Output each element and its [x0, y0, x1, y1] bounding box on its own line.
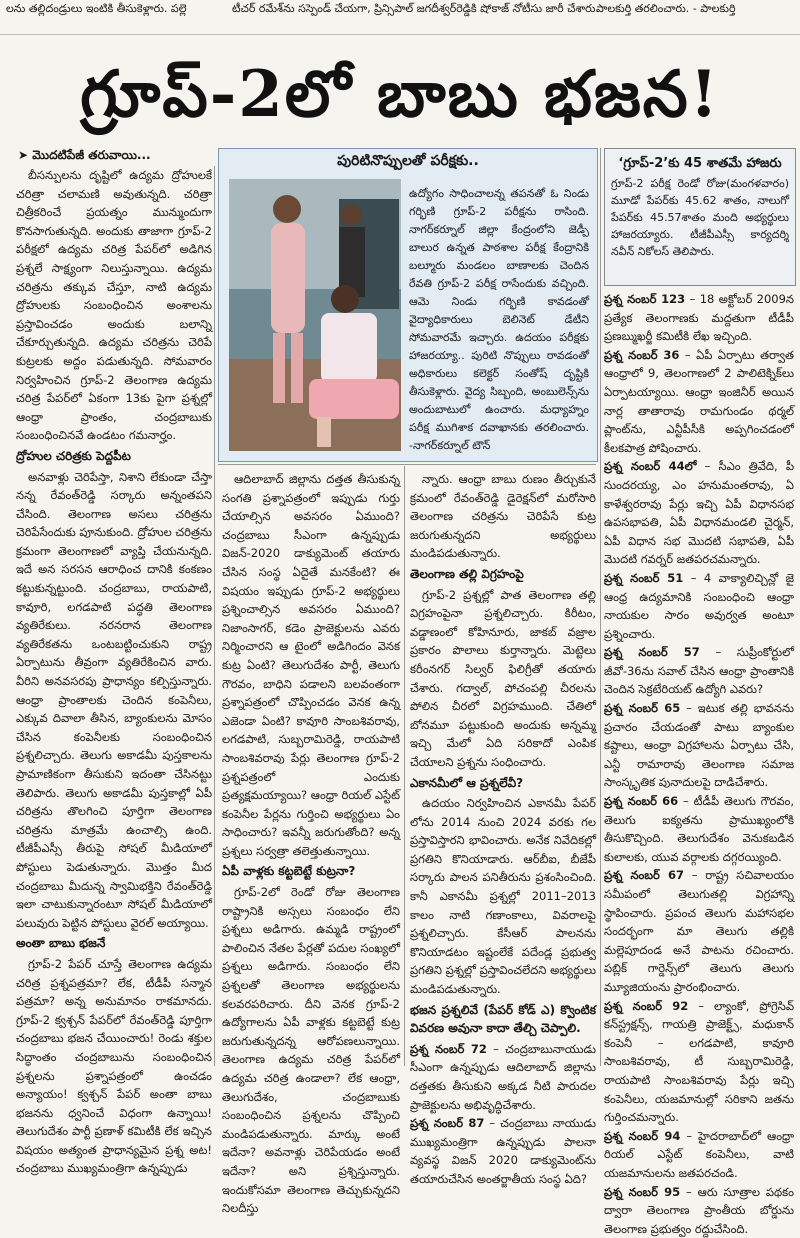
question-text: – చంద్రబాబునాయుడు సీఎంగా ఉన్నప్పుడు ఆదిలాబాద్ జిల్లాను దత్తతకు తీసుకుని అక్కడ నీటి పారుదల ప్రాజెక్టులను అభివృద్ధిచేశారు.: [410, 1042, 596, 1112]
box-divider: [218, 464, 596, 465]
question-item: [604, 1183, 794, 1238]
col1-subheading-2: అంతా బాబు భజనే: [16, 934, 212, 953]
question-item: [604, 643, 794, 699]
question-text: – సీఎం త్రివేది, పీ సుందరయ్య, ఎం హనుమంతరావు, ఏ కాళేశ్వరరావు పేర్లు ఇచ్చి ఏపీ విధానసభ ఉపసభాపతి, ఏపీ విధానమండలి చైర్మన్, ఏపీ విధాన సభ మొదటి సభాపతి, ఏపీ మొదటి గవర్నర్ జతపరచమన్నారు.: [604, 459, 794, 566]
question-label: ప్రశ్న నంబర్ 51: [604, 571, 683, 585]
attendance-text: గ్రూప్-2 పరీక్ష రెండో రోజు(మంగళవారం) మూడో పేపర్‌కు 45.62 శాతం, నాలుగో పేపర్‌కు 45.57శాతం మంది అభ్యర్థులు హాజరయ్యారు. టీజీపీఎస్సీ కార్యదర్శి నవీన్ నికోలస్ తెలిపారు.: [605, 173, 795, 262]
question-text: – సుప్రీంకోర్టులో జీవో-36ను సవాల్ చేసిన ఆంధ్రా ప్రాంతానికి చెందిన సెక్రటేరియట్ ఉద్యోగి ఎవరు?: [604, 645, 794, 696]
question-label: ప్రశ్న నంబర్ 92: [604, 999, 688, 1013]
question-text: – ఇటుక తల్లి భావనను ప్రచారం చేయడంతో పాటు బ్యాంకుల కష్టాలు, ఆంధ్రా విగ్రహాలను ఏర్పాటు చేసి, ఎన్టీ రామారావు తెలంగాణ సమాజ సాంస్కృతిక పునాదులపై దాడిచేశారు.: [604, 701, 794, 789]
top-strip: [0, 0, 800, 35]
question-label: ప్రశ్న నంబర్ 123: [604, 292, 685, 306]
col3-para-1: న్నారు. ఆంధ్రా బాబు రుణం తీర్చుకునే క్రమంలో రేవంత్‌రెడ్డి డైరెక్షన్‌లో మరోసారి తెలంగాణ చరిత్రను చెరిపేసే కుట్ర జరుగుతున్నదని అభ్యర్థులు మండిపడుతున్నారు.: [410, 470, 596, 563]
question-item: [410, 1040, 596, 1114]
question-item: [410, 1114, 596, 1188]
col2-para-1: ఆదిలాబాద్ జిల్లాను దత్తత తీసుకున్న సంగతి ప్రశ్నాపత్రంలో ఇప్పుడు గుర్తు చేయాల్సిన అవసరం ఏముంది? చంద్రబాబు సీఎంగా ఉన్నప్పుడు విజన్-2020 డాక్యుమెంట్ తయారు చేసిన సంస్థ ఏదైతే మనకేంటి? ఈ విషయం ఇప్పుడు గ్రూప్-2 అభ్యర్థులు ప్రశ్నించాల్సిన అవసరం ఏముంది? నిజాంసాగర్, కడెం ప్రాజెక్టులను ఎవరు నిర్మించారని ఆ టైంలో అడిగిందం వెనక కుట్ర ఏంటి? తెలుగుదేశం పార్టీ, తెలుగు గౌరవం, బాధిని పడాలని బలవంతంగా ప్రశ్నాపత్రంలో చొప్పించడం వెనక ఉన్న ఎజెండా ఏంటి? కావూరి సాంబశివరావు, లగడపాటి, సుబ్బరామిరెడ్డి, రాయపాటి సాంబశివరావు పేర్లు తెలంగాణ గ్రూప్-2 ప్రశ్నపత్రంలో ఎందుకు ప్రత్యక్షమయ్యాయి? ఆంధ్రా రియల్ ఎస్టేట్ కంపెనీల పేర్లను గుర్తించి అభ్యర్థులు ఏం సాధించారు? ఇవన్నీ జరుగుతోంది? అన్న ప్రశ్నలు సర్వత్రా తలెత్తుతున్నాయి.: [222, 470, 400, 860]
question-item: [604, 1127, 794, 1183]
column-divider: [214, 166, 215, 1066]
question-label: ప్రశ్న నంబర్ 44లో: [604, 459, 697, 473]
photo-story-title: పురిటినొప్పులతో పరీక్షకు..: [219, 153, 597, 172]
question-item: [604, 290, 794, 346]
attendance-box: [604, 148, 796, 286]
question-item: [604, 569, 794, 643]
headline: గ్రూప్-2లో బాబు భజన!: [0, 50, 800, 140]
col3-para-2: గ్రూప్-2 ప్రశ్నల్లో పాత తెలంగాణ తల్లి విగ్రహంపైనా ప్రశ్నలిచ్చారు. కిరీటం, వడ్డాణంలో కోహినూరు, జాకబ్ వజ్రాల ప్రకారం పొలాలు కుర్తాన్నారు. మెట్టెలు కరీంనగర్ సిల్వర్ ఫిలిగ్రీతో తయారు చేశారు. గద్వాల్, పోచంపల్లి చీరలను పోలిన చీరలో విగ్రహముంది. చేతిలో బోనమూ పట్టుకుంది అందుకు అన్నమ్మ ఇచ్చి మేలో ఏది సరికాదో ఎంపిక చేయాలని ప్రశ్నను సంధించారు.: [410, 586, 596, 772]
col1-para-2: అనవాళ్లు చెరిపేస్తా, నిశాని లేకుండా చేస్తా నన్న రేవంత్‌రెడ్డి సర్కారు అన్నంతపని చేసింది. తెలంగాణ అసలు చరిత్రను చెరిపేసేందుకు పూనుకుంది. ద్రోహుల చరిత్రను క్రమంగా తెలంగాణలో వ్యాప్తి చేయనున్నది. ఇదే అన సరసన ఆరాధించ దానికి కంకణం కట్టుకున్నట్టుంది. చంద్రబాబు, రాయపాటి, కావూరి, లగడపాటి పద్ధతి తెలంగాణ వ్యతిరేకులు. నరనరాన తెలంగాణ వ్యతిరేకతను ఒంటబట్టించుకుని రాష్ట్ర ఏర్పాటును తీవ్రంగా వ్యతిరేకించిన వారు. వీరిని అనవసరపు ప్రాధాన్యం కల్పిస్తున్నారు. ఆంధ్రా ప్రాంతాలకు చెందిన కంపెనీలు, ఎక్కువ దివాలా తీసిన, బ్యాంకులను మోసం చేసిన కంపెనీలకు సంబంధించిన ప్రశ్నలిచ్చారు. తెలుగు అకాడమీ పుస్తకాలను ప్రామాణికంగా తీసుకుని ఇదంతా చేసినట్టు తెలిపారు. తెలుగు అకాడమీ పుస్తకాల్లో ఏపీ చరిత్రను తొలగించి పూర్తిగా తెలంగాణ చరిత్రను మాత్రమే ఉంచాల్సి ఉంది. టీజీపీఎస్సీ తీరుపై సోషల్ మీడియాలో పోస్టులు పెడుతున్నారు. మొత్తం మీద చంద్రబాబు మీదున్న స్వామిభక్తిని రేవంత్‌రెడ్డి ఇలా చాటుకున్నారంటూ సోషల్ మీడియాలో పలువురు పెట్టిన పోస్టులు వైరల్ అయ్యాయి.: [16, 468, 212, 933]
photo-story-box: [218, 148, 598, 462]
question-text: – ల్యాంకో, ప్రోగ్రెసివ్ కన్‌స్ట్రక్షన్స్, గాయత్రి ప్రాజెక్ట్స్, మధుకాన్ కంపెనీ – లగడపాటి, కావూరి సాంబశివరావు, టీ సుబ్బరామిరెడ్డి, రాయపాటి సాంబశివరావు పేర్లు ఇచ్చి కంపెనీలు, యజమానుల్లో సరికాని జతను గుర్తించమన్నారు.: [604, 999, 794, 1125]
question-text: – రాష్ట్ర సచివాలయం సమీపంలో తెలుగుతల్లి విగ్రహాన్ని స్థాపించారు. ప్రపంచ తెలుగు మహాసభల సందర్భంగా మా తెలుగు తల్లికి మల్లెపూదండ అనే పాటను రచించారు. పబ్లిక్ గార్డెన్స్‌లో తెలుగు తెలుగు మ్యూజియంను ప్రారంభించారు.: [604, 868, 794, 994]
question-label: ప్రశ్న నంబర్ 66: [604, 794, 678, 808]
article-column-2: [222, 470, 400, 1218]
question-text: – 18 అక్టోబర్ 2009న ప్రత్యేక తెలంగాణకు మద్దతుగా టీడీపీ ప్రణబ్ముఖర్జీ కమిటీకి లేఖ ఇచ్చింది.: [604, 292, 794, 343]
question-text: – చంద్రబాబు నాయుడు ముఖ్యమంత్రిగా ఉన్నప్పుడు పాలనా వ్యవస్థ విజన్ 2020 డాక్యుమెంట్‌ను తయారుచేసిన అంతర్జాతీయ సంస్థ ఏది?: [410, 1116, 596, 1186]
question-text: – హైదరాబాద్‌లో ఆంధ్రా రియల్ ఎస్టేట్ కంపెనీలు, వాటి యజమానులను జతపరచండి.: [604, 1129, 794, 1180]
col1-para-1: బీసన్పులను దృష్టిలో ఉద్యమ ద్రోహులకే చరిత్రా చలామణి అవుతున్నది. చరిత్రా చిత్రీకరించే ప్రయత్నం మున్ముందుగా కొనసాగుతున్నది. అందుకు తాజాగా గ్రూప్-2 పరీక్షలో ఉద్యమ చరిత్ర పేపర్‌లో అడిగిన ప్రశ్నలే సాక్ష్యంగా నిలుస్తున్నాయి. ఉద్యమ చరిత్రను తక్కువ చేస్తూ, నాటి ఉద్యమ ద్రోహులకు సంబంధించిన అంశాలను ప్రస్తావించడం అందుకు బలాన్ని చేకూర్చుతున్నది. ఉద్యమ చరిత్రను చెరిపే కుట్రలకు అద్దం పడుతున్నది. సోమవారం నిర్వహించిన గ్రూప్-2 తెలంగాణ ఉద్యమ చరిత్ర పేపర్‌లో ఏకంగా 13కు పైగా ప్రశ్నల్లో ఆంధ్రా ప్రాంతం, చంద్రబాబుకు సంబంధించినవే ఉండటం గమనార్హం.: [16, 166, 212, 445]
question-item: [604, 346, 794, 458]
col2-subheading-1: ఏపీ వాళ్లకు కట్టబెట్టే కుట్రనా?: [222, 862, 400, 881]
kicker-text: మొదటిపేజీ తరువాయి...: [32, 148, 150, 162]
question-label: ప్రశ్న నంబర్ 95: [604, 1185, 680, 1199]
kicker: ➤ మొదటిపేజీ తరువాయి...: [18, 148, 151, 165]
column-divider: [600, 148, 601, 1066]
col1-subheading-1: ద్రోహుల చరిత్రకు పెద్దపీట: [16, 447, 212, 466]
question-text: – ఆరు సూత్రాల పథకం ద్వారా తెలంగాణ ప్రాంతీయ బోర్డును తెలంగాణ ప్రభుత్వం రద్దుచేసింది.: [604, 1185, 794, 1236]
question-label: ప్రశ్న నంబర్ 67: [604, 868, 684, 882]
question-text: – ఏపీ ఏర్పాటు తర్వాత ఆంధ్రాలో 9, తెలంగాణలో 2 పాలిటెక్నిక్‌లు ఏర్పాటయ్యాయి. ఆంధ్రా ఇంజినీర్ అయిన నార్ల తాతారావు రామగుండం థర్మల్ ప్లాంట్‌ను, ఎన్టీపీసీకి అప్పగించడంలో కీలకపాత్ర పోషించారు.: [604, 348, 794, 455]
top-strip-left: లను తల్లిదండ్రులు ఇంటికి తీసుకెళ్లారు. పల్లె: [6, 2, 220, 18]
top-strip-middle: టీచర్ రమేశ్‌ను సస్పెండ్ చేయగా, ప్రిన్సిపాల్ జగదీశ్వర్‌రెడ్డికి షోకాజ్ నోటీసు జారీ చేశారు.: [232, 2, 578, 18]
question-label: ప్రశ్న నంబర్ 94: [604, 1129, 680, 1143]
col3-para-3: ఉదయం నిర్వహించిన ఎకానమీ పేపర్ లోను 2014 నుంచి 2024 వరకు గల ప్రస్తావిస్తారని భావించారు. అనేక నివేదికల్లో ప్రగతిని కొనియాడారు. ఆర్‌బీఐ, బీజేపీ సర్కారు పాలన పనితీరును ప్రశంసించింది. కానీ ఎకానమీ ప్రశ్నల్లో 2011–2013 కాలం నాటి గణాంకాలు, వివరాలపై ప్రశ్నలిచ్చారు. కేసీఆర్ పాలనను కొనియాడటం ఇష్టంలేకే పదేండ్ల ప్రభుత్వ ప్రగతిని ప్రశ్నల్లో ప్రస్తావించలేదని అభ్యర్థులు మండిపడుతున్నారు.: [410, 794, 596, 999]
top-strip-right: పాలకుర్తి తరలించారు. - పాలకుర్తి: [596, 2, 796, 18]
question-item: [604, 792, 794, 866]
photo-illustration: [229, 179, 401, 451]
col1-para-3: గ్రూప్-2 పేపర్ చూస్తే తెలంగాణ ఉద్యమ చరిత్ర ప్రశ్నపత్రమా? లేక, టీడీపీ సన్మాన పత్రమా? అన్న అనుమానం రాకమానదు. గ్రూప్-2 క్వశ్చన్ పేపర్‌లో రేవంత్‌రెడ్డి పూర్తిగా చంద్రబాబు భజన చేయించారు! రెండు శక్తుల సిద్ధాంతం చంద్రబాబును సంబంధించిన ప్రశ్నలను ప్రశ్నాపత్రంలో ఉంచడం అన్యాయం! క్వశ్చన్ పేపర్ అంతా బాబు భజనను ధ్వనించే విధంగా ఉన్నాయి! తెలుగుదేశం పార్టీ ప్రణాళ్ కమిటీకి లేక ఇచ్చిన విషయం అత్యంత ప్రాధాన్యమైన ప్రశ్న అట! చంద్రబాబు ముఖ్యమంత్రిగా ఉన్నప్పుడు: [16, 955, 212, 1178]
question-item: [604, 457, 794, 569]
col3-subheading-1: తెలంగాణ తల్లి విగ్రహంపై: [410, 565, 596, 584]
question-label: ప్రశ్న నంబర్ 65: [604, 701, 680, 715]
photo-story-text: ఉద్యోగం సాధించాలన్న తపనతో ఓ నిండు గర్భిణి గ్రూప్-2 పరీక్షను రాసింది. నాగర్‌కర్నూల్ జిల్లా కేంద్రంలోని జెడ్పీ బాలుర ఉన్నత పాఠశాల పరీక్ష కేంద్రానికి బల్మూరు మండలం బాణాలకు చెందిన రేవతి గ్రూప్-2 పరీక్ష రాసేందుకు వచ్చింది. ఆమె నిండు గర్భిణి కావడంతో వైద్యాధికారులు బెలినెట్ డేటీని సోమవారమే ఇచ్చారు. ఉదయం పరీక్షకు హాజరయ్యా.. పురిటి నొప్పులు రావడంతో అధికారులు కలెక్టర్ సంతోష్ దృష్టికి తీసుకెళ్లారు. వైద్య సిబ్బంది, అంబులెన్స్‌ను అందుబాటులో ఉంచారు. మధ్యాహ్నం పరీక్ష ముగిశాక దవాఖానకు తరలించారు. -నాగర్‌కర్నూల్ టౌన్: [409, 185, 589, 455]
article-column-4: [604, 290, 794, 1238]
question-text: – 4 వాక్యాలిచ్చిన్లో జై ఆంధ్ర ఉద్యమానికి సంబంధించి ఆంధ్రా నాయకుల సారం అవుర్వత అంటూ ప్రశ్నించారు.: [604, 571, 794, 641]
question-label: ప్రశ్న నంబర్ 72: [410, 1042, 487, 1056]
column-divider: [404, 466, 405, 1066]
article-column-3: [410, 470, 596, 1189]
question-label: ప్రశ్న నంబర్ 36: [604, 348, 679, 362]
article-column-1: [16, 166, 212, 1072]
question-label: ప్రశ్న నంబర్ 57: [604, 645, 700, 659]
question-item: [604, 866, 794, 996]
question-text: – టీడీపీ తెలుగు గౌరవం, తెలుగు ఐక్యతను ప్రాముఖ్యంలోకి తీసుకొచ్చింది. తెలుగుదేశం వెనుకబడిన కులాలకు, యువ వర్గాలకు దగ్గరయ్యింది.: [604, 794, 794, 864]
col3-subheading-3: భజన ప్రశ్నలివే (పేపర్ కోడ్ ఎ) క్వొంటిక వివరణ అవునా కాదా తేల్చి చెప్పాలి.: [410, 1001, 596, 1038]
question-item: [604, 699, 794, 792]
question-label: ప్రశ్న నంబర్ 87: [410, 1116, 484, 1130]
col2-para-2: గ్రూప్-2లో రెండో రోజు తెలంగాణ రాష్ట్రానికి అస్సలు సంబంధం లేని ప్రశ్నలు అడిగారు. ఉమ్మడి రాష్ట్రంలో పాలించిన నేతల పేర్లతో పదుల సంఖ్యలో ప్రశ్నలు అడిగారు. సంబంధం లేని ప్రశ్నలతో తెలంగాణ అభ్యర్థులను కలవరపరిచారు. దీని వెనక గ్రూప్-2 ఉద్యోగాలను ఏపీ వాళ్లకు కట్టబెట్టే కుట్ర జరుగుతున్నదన్న ఆరోపణలున్నాయి. తెలంగాణ ఉద్యమ చరిత్ర పేపర్‌లో ఉద్యమ చరిత్ర ఉండాలా? లేక ఆంధ్రా, తెలుగుదేశం, చంద్రబాబుకు సంబంధించిన ప్రశ్నలను చొప్పించి మండిపడుతున్నారు. మార్కు అంటే ఇదేనా? అవనాళ్లు చెరిపేయడం అంటే ఇదేనా? అని ప్రశ్నిస్తున్నారు. ఇందుకోసమా తెలంగాణ తెచ్చుకున్నదని నిలదీస్తు: [222, 883, 400, 1218]
question-item: [604, 997, 794, 1127]
col3-subheading-2: ఎకానమీలో ఆ ప్రశ్నలేవీ?: [410, 774, 596, 793]
photo-pregnant-candidate: [229, 179, 401, 451]
attendance-title: ‘గ్రూప్-2’కు 45 శాతమే హాజరు: [605, 155, 795, 173]
